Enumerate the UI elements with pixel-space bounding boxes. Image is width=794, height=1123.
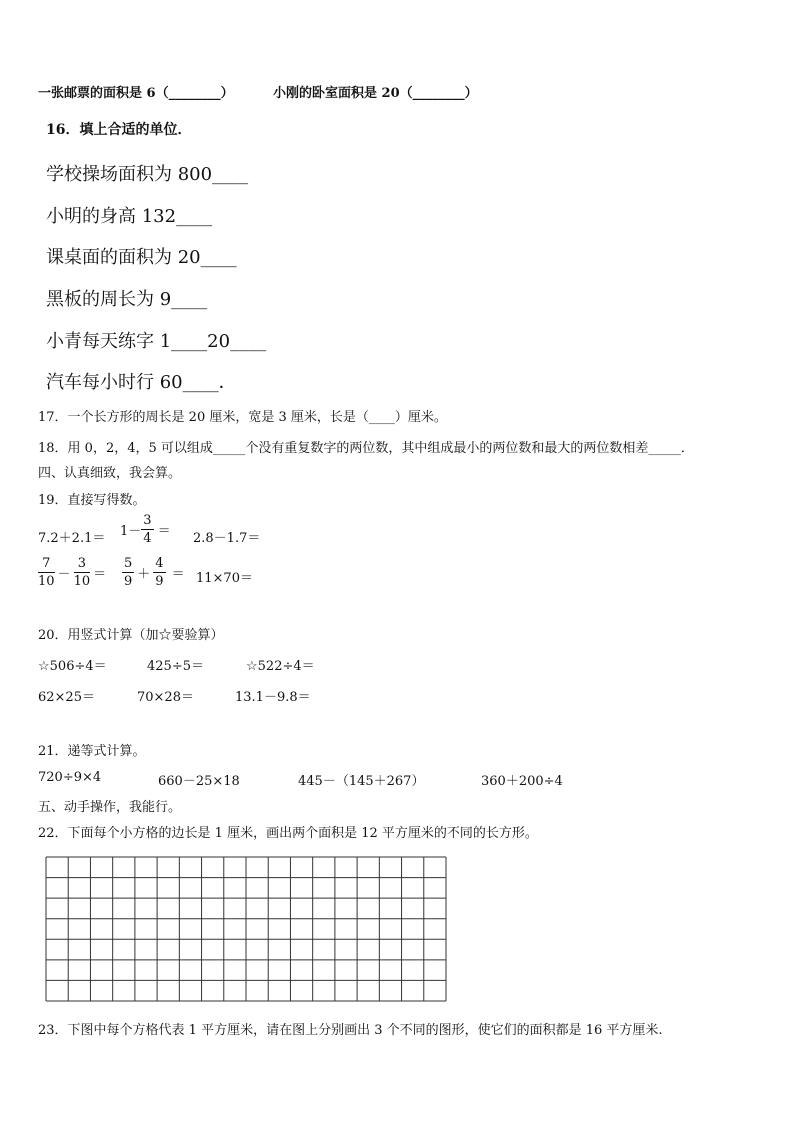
q18-text: 18．用 0，2，4，5 可以组成_____个没有重复数字的两位数，其中组成最小的两位数和最大的两位数相差_____． [38,441,694,456]
fraction-denominator: 10 [73,574,91,589]
fraction-numerator: 3 [143,513,152,528]
q21-expr-3: 445－（145＋267） [298,774,425,789]
q19-expr-5-post: ＝ [171,567,185,582]
q19-expr-4-fraction-2 [74,557,91,588]
fraction-denominator: 9 [124,574,133,589]
q19-expr-4 [38,557,106,588]
q16-item-desk: 课桌面的面积为 20____ [46,247,237,268]
fraction-denominator: 4 [143,531,152,546]
q17-text: 17．一个长方形的周长是 20 厘米，宽是 3 厘米，长是（____）厘米。 [38,410,447,425]
q20-expr-2: 425÷5＝ [147,659,204,674]
q16-item-car: 汽车每小时行 60____． [46,372,237,393]
fraction-denominator: 10 [38,574,55,589]
q19-expr-3: 2.8－1.7＝ [193,531,261,546]
q15-item-bedroom: 小刚的卧室面积是 20（________） [273,86,478,101]
fraction-numerator: 5 [124,556,133,571]
fraction-numerator: 3 [74,557,91,573]
q21-expr-1: 720÷9×4 [38,770,102,785]
section-4-title: 四、认真细致，我会算。 [38,466,182,481]
q20-expr-5: 70×28＝ [137,690,194,705]
q20-title: 20．用竖式计算（加☆要验算） [38,628,224,643]
q20-expr-3: ☆522÷4＝ [246,659,315,674]
q15-item-stamp: 一张邮票的面积是 6（________） [38,86,234,101]
fraction-numerator: 4 [155,556,164,571]
q19-expr-2-post: ＝ [157,524,171,539]
q19-expr-2 [120,514,171,545]
q22-square-grid[interactable] [45,856,447,1002]
q22-text: 22．下面每个小方格的边长是 1 厘米，画出两个面积是 12 平方厘米的不同的长方形。 [38,826,538,841]
q19-expr-1: 7.2＋2.1＝ [38,531,106,546]
q19-expr-2-fraction [141,514,153,545]
q19-expr-4-fraction-1 [38,557,55,588]
q19-expr-6: 11×70＝ [196,571,253,586]
q21-title: 21．递等式计算。 [38,744,146,759]
fraction-numerator: 7 [38,557,55,573]
q19-expr-2-pre: 1－ [120,524,142,539]
q21-expr-2: 660－25×18 [158,774,240,789]
q19-expr-5-fraction-2 [153,557,165,588]
q19-expr-4-post: ＝ [93,567,107,582]
q16-item-blackboard: 黑板的周长为 9____ [46,289,208,310]
q20-expr-6: 13.1－9.8＝ [235,690,311,705]
q19-expr-5 [122,557,185,588]
q19-expr-5-fraction-1 [122,557,134,588]
q21-expr-4: 360＋200÷4 [481,774,563,789]
q20-expr-4: 62×25＝ [38,690,95,705]
fraction-denominator: 9 [155,574,164,589]
section-5-title: 五、动手操作，我能行。 [38,800,182,815]
q16-item-playground: 学校操场面积为 800____ [46,164,249,185]
q19-expr-4-operator: － [57,567,71,582]
q16-item-height: 小明的身高 132____ [46,206,213,227]
q16-item-practice: 小青每天练字 1____20____ [46,331,267,352]
q19-title: 19．直接写得数。 [38,493,146,508]
q19-expr-5-operator: ＋ [137,567,151,582]
q16-title: 16．填上合适的单位． [46,122,192,138]
q20-expr-1: ☆506÷4＝ [38,659,107,674]
q23-text: 23．下图中每个方格代表 1 平方厘米，请在图上分别画出 3 个不同的图形，使它们的面积都是 16 平方厘米. [38,1023,663,1038]
